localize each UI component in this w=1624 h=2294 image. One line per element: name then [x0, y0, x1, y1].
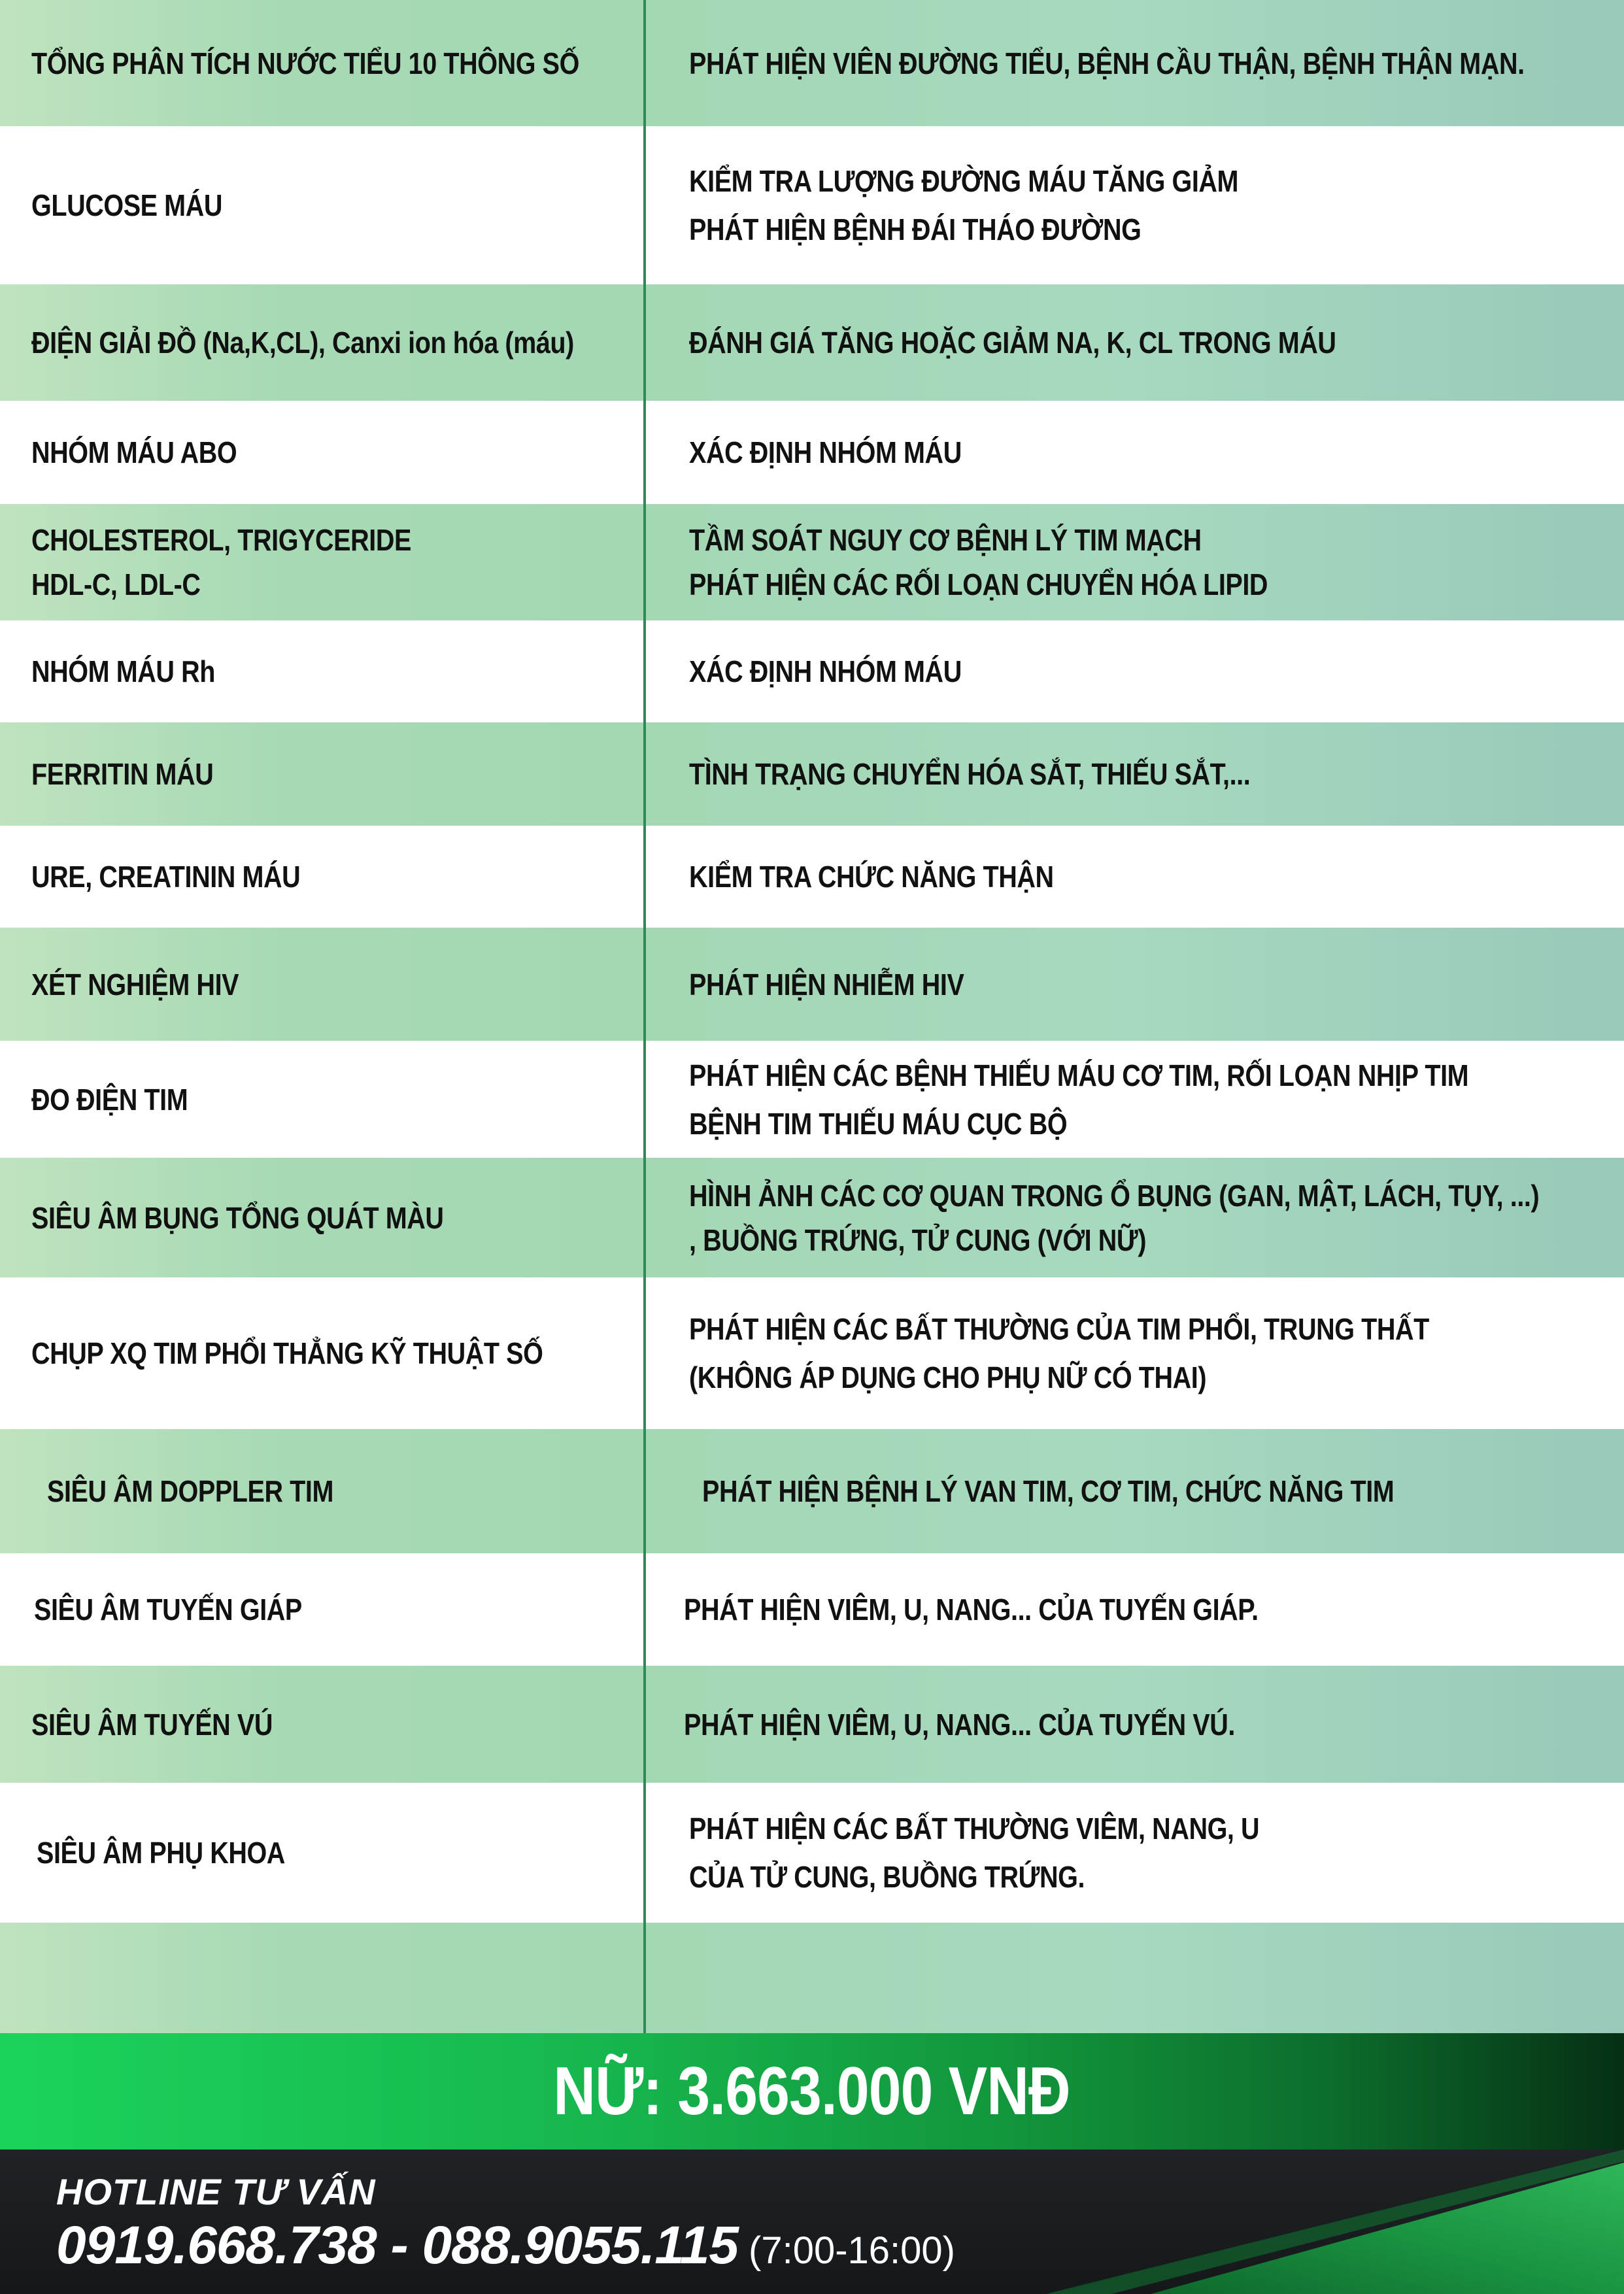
service-name-text: SIÊU ÂM PHỤ KHOA: [37, 1836, 285, 1870]
table-row: [0, 1923, 1624, 2033]
service-description-cell: [689, 620, 1617, 722]
service-description-text: PHÁT HIỆN CÁC BỆNH THIẾU MÁU CƠ TIM, RỐI LOẠN NHỊP TIM: [689, 1058, 1469, 1092]
service-description-text: (KHÔNG ÁP DỤNG CHO PHỤ NỮ CÓ THAI): [689, 1360, 1207, 1394]
service-description-text: PHÁT HIỆN VIÊM, U, NANG... CỦA TUYẾN GIÁP.: [684, 1593, 1259, 1627]
service-name-text: HDL-C, LDL-C: [31, 567, 201, 601]
service-description-cell: [684, 1666, 1612, 1783]
hotline-footer: [0, 2150, 1624, 2294]
service-description-cell: [684, 1553, 1612, 1666]
table-row: [0, 1783, 1624, 1923]
service-name-text: SIÊU ÂM TUYẾN VÚ: [31, 1707, 273, 1742]
service-description-text: TẦM SOÁT NGUY CƠ BỆNH LÝ TIM MẠCH: [689, 523, 1202, 557]
service-name-cell: [31, 1923, 633, 2033]
table-row: [0, 620, 1624, 722]
table-row: [0, 0, 1624, 126]
table-row: [0, 401, 1624, 504]
service-name-text: ĐO ĐIỆN TIM: [31, 1082, 188, 1117]
service-name-text: ĐIỆN GIẢI ĐỒ (Na,K,CL), Canxi ion hóa (máu): [31, 326, 574, 360]
service-description-cell: [689, 1783, 1617, 1923]
price-label: NỮ: 3.663.000 VNĐ: [553, 2053, 1071, 2129]
service-description-text: XÁC ĐỊNH NHÓM MÁU: [689, 435, 962, 469]
table-row: [0, 1429, 1624, 1553]
service-name-cell: [31, 1666, 633, 1783]
service-name-cell: [31, 401, 633, 504]
service-name-text: SIÊU ÂM TUYẾN GIÁP: [34, 1593, 302, 1627]
service-description-text: PHÁT HIỆN VIÊM, U, NANG... CỦA TUYẾN VÚ.: [684, 1707, 1235, 1742]
service-description-cell: [689, 126, 1617, 284]
service-description-cell: [689, 401, 1617, 504]
service-name-text: GLUCOSE MÁU: [31, 188, 222, 222]
service-name-cell: [34, 1553, 635, 1666]
service-description-text: CỦA TỬ CUNG, BUỒNG TRỨNG.: [689, 1860, 1085, 1894]
service-name-cell: [31, 0, 633, 126]
table-row: [0, 1666, 1624, 1783]
service-name-cell: [31, 284, 633, 401]
service-description-text: TÌNH TRẠNG CHUYỂN HÓA SẮT, THIẾU SẮT,...: [689, 757, 1251, 791]
service-description-text: PHÁT HIỆN VIÊN ĐƯỜNG TIỂU, BỆNH CẦU THẬN, BỆNH THẬN MẠN.: [689, 46, 1525, 80]
service-name-cell: [47, 1429, 649, 1553]
table-row: [0, 284, 1624, 401]
service-name-text: SIÊU ÂM DOPPLER TIM: [47, 1474, 334, 1508]
service-name-cell: [31, 1158, 633, 1277]
service-name-text: CHOLESTEROL, TRIGYCERIDE: [31, 523, 411, 557]
service-description-text: XÁC ĐỊNH NHÓM MÁU: [689, 654, 962, 688]
table-row: [0, 1553, 1624, 1666]
price-bar: [0, 2033, 1624, 2150]
service-description-text: PHÁT HIỆN NHIỄM HIV: [689, 967, 964, 1002]
service-description-cell: [689, 928, 1617, 1041]
service-description-text: PHÁT HIỆN CÁC BẤT THƯỜNG VIÊM, NANG, U: [689, 1812, 1260, 1846]
service-description-text: ĐÁNH GIÁ TĂNG HOẶC GIẢM NA, K, CL TRONG MÁU: [689, 326, 1336, 360]
service-description-cell: [689, 826, 1617, 928]
service-description-text: PHÁT HIỆN CÁC RỐI LOẠN CHUYỂN HÓA LIPID: [689, 567, 1268, 601]
service-description-cell: [689, 722, 1617, 826]
service-description-cell: [689, 1041, 1617, 1158]
table-row: [0, 722, 1624, 826]
service-description-cell: [689, 1923, 1617, 2033]
service-name-text: XÉT NGHIỆM HIV: [31, 967, 239, 1002]
service-name-cell: [31, 826, 633, 928]
service-name-cell: [37, 1783, 638, 1923]
service-description-text: PHÁT HIỆN BỆNH LÝ VAN TIM, CƠ TIM, CHỨC NĂNG TIM: [702, 1474, 1395, 1508]
service-description-cell: [689, 504, 1617, 620]
service-name-text: FERRITIN MÁU: [31, 757, 214, 791]
service-description-text: PHÁT HIỆN CÁC BẤT THƯỜNG CỦA TIM PHỔI, TRUNG THẤT: [689, 1312, 1429, 1346]
service-name-text: NHÓM MÁU Rh: [31, 654, 215, 688]
column-divider: [643, 0, 646, 2033]
service-name-cell: [31, 928, 633, 1041]
service-name-text: NHÓM MÁU ABO: [31, 435, 237, 469]
service-name-cell: [31, 1041, 633, 1158]
service-name-text: SIÊU ÂM BỤNG TỔNG QUÁT MÀU: [31, 1200, 444, 1235]
service-description-text: KIỂM TRA LƯỢNG ĐƯỜNG MÁU TĂNG GIẢM: [689, 164, 1239, 198]
table-row: [0, 504, 1624, 620]
service-description-cell: [689, 1158, 1617, 1277]
service-description-text: , BUỒNG TRỨNG, TỬ CUNG (VỚI NỮ): [689, 1223, 1147, 1257]
service-description-text: PHÁT HIỆN BỆNH ĐÁI THÁO ĐƯỜNG: [689, 212, 1142, 246]
service-description-cell: [689, 284, 1617, 401]
table-row: [0, 1041, 1624, 1158]
hotline-line: [56, 2215, 955, 2276]
service-name-text: TỔNG PHÂN TÍCH NƯỚC TIỂU 10 THÔNG SỐ: [31, 46, 579, 80]
table-row: [0, 1158, 1624, 1277]
hotline-label: HOTLINE TƯ VẤN: [56, 2171, 376, 2212]
service-description-cell: [689, 0, 1617, 126]
service-description-text: BỆNH TIM THIẾU MÁU CỤC BỘ: [689, 1106, 1068, 1141]
service-name-cell: [31, 722, 633, 826]
table-row: [0, 928, 1624, 1041]
table-row: [0, 126, 1624, 284]
service-description-cell: [689, 1277, 1617, 1429]
table-row: [0, 1277, 1624, 1429]
service-name-cell: [31, 126, 633, 284]
service-name-cell: [31, 1277, 633, 1429]
hotline-hours: (7:00-16:00): [749, 2229, 955, 2272]
hotline-numbers[interactable]: 0919.668.738 - 088.9055.115: [56, 2216, 739, 2275]
service-name-cell: [31, 504, 633, 620]
service-description-text: KIỂM TRA CHỨC NĂNG THẬN: [689, 860, 1054, 894]
service-description-cell: [702, 1429, 1624, 1553]
service-name-text: CHỤP XQ TIM PHỔI THẲNG KỸ THUẬT SỐ: [31, 1336, 543, 1370]
table-row: [0, 826, 1624, 928]
service-name-cell: [31, 620, 633, 722]
service-name-text: URE, CREATININ MÁU: [31, 860, 301, 894]
service-description-text: HÌNH ẢNH CÁC CƠ QUAN TRONG Ổ BỤNG (GAN, MẬT, LÁCH, TỤY, ...): [689, 1178, 1540, 1213]
